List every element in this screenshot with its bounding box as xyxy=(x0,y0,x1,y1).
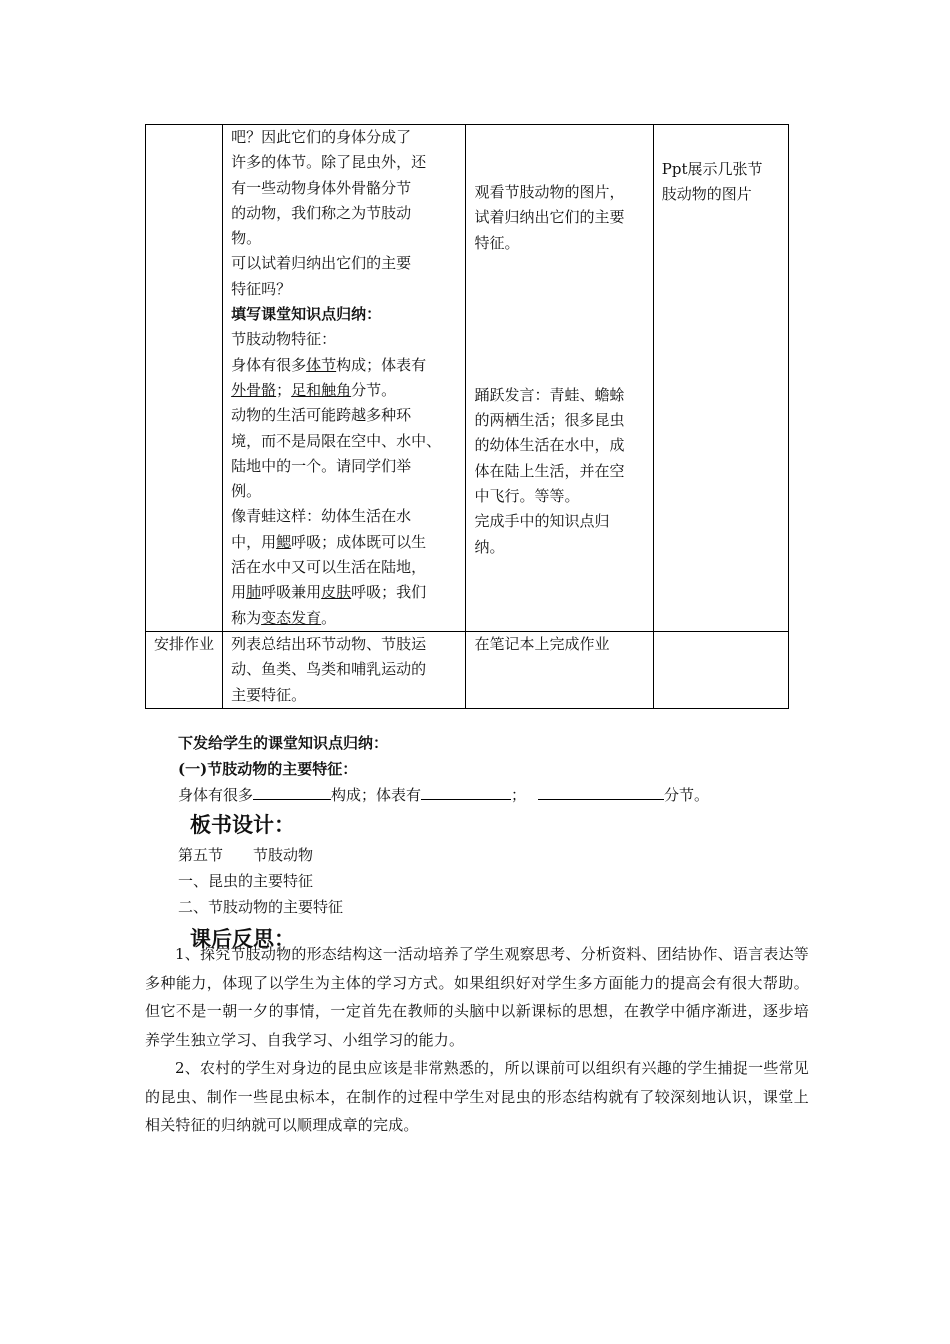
text-span: 呼吸兼用 xyxy=(261,583,322,602)
text-line: 纳。 xyxy=(474,537,505,556)
text-line: 例。 xyxy=(231,482,262,501)
text-line: 陆地中的一个。请同学们举 xyxy=(231,456,412,475)
text-span: 分节。 xyxy=(664,786,710,804)
handout-title: 下发给学生的课堂知识点归纳： xyxy=(178,734,389,752)
stage-cell xyxy=(146,125,223,632)
text-line: 的动物，我们称之为节肢动 xyxy=(231,203,412,222)
filled-answer: 皮肤 xyxy=(321,583,352,602)
text-line: 列表总结出环节动物、节肢运 xyxy=(231,634,427,653)
text-line: 境，而不是局限在空中、水中、 xyxy=(231,431,442,450)
blank-field xyxy=(538,782,664,800)
text-span: 身体有很多 xyxy=(231,355,307,374)
filled-answer: 足和触角 xyxy=(291,380,352,399)
table-row xyxy=(146,125,789,632)
text-span: 中，用 xyxy=(231,532,277,551)
blank-field xyxy=(253,782,331,800)
media-cell xyxy=(653,631,788,708)
reflection-section xyxy=(145,940,809,1140)
text-line: 的幼体生活在水中，成 xyxy=(474,436,625,455)
text-line: 特征。 xyxy=(474,233,520,252)
text-line xyxy=(231,580,461,605)
lesson-table xyxy=(145,124,789,709)
text-line: 特征吗？ xyxy=(231,279,292,298)
media-cell xyxy=(653,125,788,632)
handout-subtitle: (一)节肢动物的主要特征： xyxy=(178,760,358,778)
text-line xyxy=(231,606,461,631)
handout-section xyxy=(178,730,818,956)
feature-line xyxy=(231,378,461,403)
table-row xyxy=(146,631,789,708)
reflection-paragraph: 2、农村的学生对身边的昆虫应该是非常熟悉的，所以课前可以组织有兴趣的学生捕捉一些常见的昆虫、制作一些昆虫标本，在制作的过程中学生对昆虫的形态结构就有了较深刻地认识，课堂上相关特征的归纳就可以顺理成章的完成。 xyxy=(145,1059,809,1134)
section-heading: 填写课堂知识点归纳： xyxy=(231,305,382,324)
text-span: 用 xyxy=(231,583,247,602)
student-activity-cell xyxy=(466,125,653,632)
text-line: 可以试着归纳出它们的主要 xyxy=(231,254,412,273)
blank-field xyxy=(421,782,511,800)
text-span: 。 xyxy=(321,608,337,627)
text-line: 物。 xyxy=(231,229,262,248)
text-line: 的两栖生活；很多昆虫 xyxy=(474,411,625,430)
filled-answer: 外骨骼 xyxy=(231,380,277,399)
fill-in-line xyxy=(178,782,818,808)
board-line: 二、节肢动物的主要特征 xyxy=(178,898,344,916)
text-span: 称为 xyxy=(231,608,262,627)
text-line: 主要特征。 xyxy=(231,685,307,704)
text-span: 呼吸；成体既可以生 xyxy=(291,532,427,551)
filled-answer: 鳃 xyxy=(276,532,292,551)
text-line: 肢动物的图片 xyxy=(661,185,752,204)
text-line: 动、鱼类、鸟类和哺乳运动的 xyxy=(231,660,427,679)
teacher-activity-cell xyxy=(223,631,466,708)
student-activity-cell: 在笔记本上完成作业 xyxy=(466,631,653,708)
board-line: 第五节 节肢动物 xyxy=(178,846,314,864)
feature-line xyxy=(231,353,461,378)
text-span: 分节。 xyxy=(351,380,397,399)
spacer xyxy=(662,125,784,157)
text-line: 吧？因此它们的身体分成了 xyxy=(231,128,412,146)
text-line: 活在水中又可以生活在陆地， xyxy=(231,558,427,577)
text-span: ； xyxy=(276,380,292,399)
text-line: 体在陆上生活，并在空 xyxy=(474,461,625,480)
text-line: Ppt展示几张节 xyxy=(661,160,763,178)
reflection-heading: 课后反思： xyxy=(190,927,295,951)
stage-cell: 安排作业 xyxy=(146,631,223,708)
filled-answer: 肺 xyxy=(246,583,262,602)
text-line: 有一些动物身体外骨骼分节 xyxy=(231,178,412,197)
text-line: 观看节肢动物的图片， xyxy=(474,183,625,201)
spacer xyxy=(474,125,648,180)
text-line: 动物的生活可能跨越多种环 xyxy=(231,406,412,425)
text-line: 中飞行。等等。 xyxy=(474,487,580,506)
board-heading: 板书设计： xyxy=(190,813,295,837)
filled-answer: 体节 xyxy=(306,355,337,374)
text-line: 试着归纳出它们的主要 xyxy=(474,208,625,227)
filled-answer: 变态发育 xyxy=(261,608,322,627)
reflection-paragraph: 1、探究节肢动物的形态结构这一活动培养了学生观察思考、分析资料、团结协作、语言表达等多种能力，体现了以学生为主体的学习方式。如果组织好对学生多方面能力的提高会有很大帮助。但它不是一朝一夕的事情，一定首先在教师的头脑中以新课标的思想，在教学中循序渐进，逐步培养学生独立学习、自我学习、小组学习的能力。 xyxy=(145,945,809,1049)
teacher-activity-cell xyxy=(223,125,466,632)
text-span: 呼吸；我们 xyxy=(351,583,427,602)
text-line: 节肢动物特征： xyxy=(231,330,337,349)
text-line: 像青蛙这样：幼体生活在水 xyxy=(231,507,412,526)
text-line xyxy=(231,530,461,555)
board-line: 一、昆虫的主要特征 xyxy=(178,872,314,890)
text-line: 许多的体节。除了昆虫外，还 xyxy=(231,153,427,172)
text-span: ； xyxy=(511,786,527,804)
spacer xyxy=(474,256,648,383)
text-span: 身体有很多 xyxy=(178,786,254,804)
text-span: 构成；体表有 xyxy=(331,786,422,804)
text-span: 构成；体表有 xyxy=(336,355,427,374)
text-line: 踊跃发言：青蛙、蟾蜍 xyxy=(474,385,625,404)
text-line: 完成手中的知识点归 xyxy=(474,512,610,531)
